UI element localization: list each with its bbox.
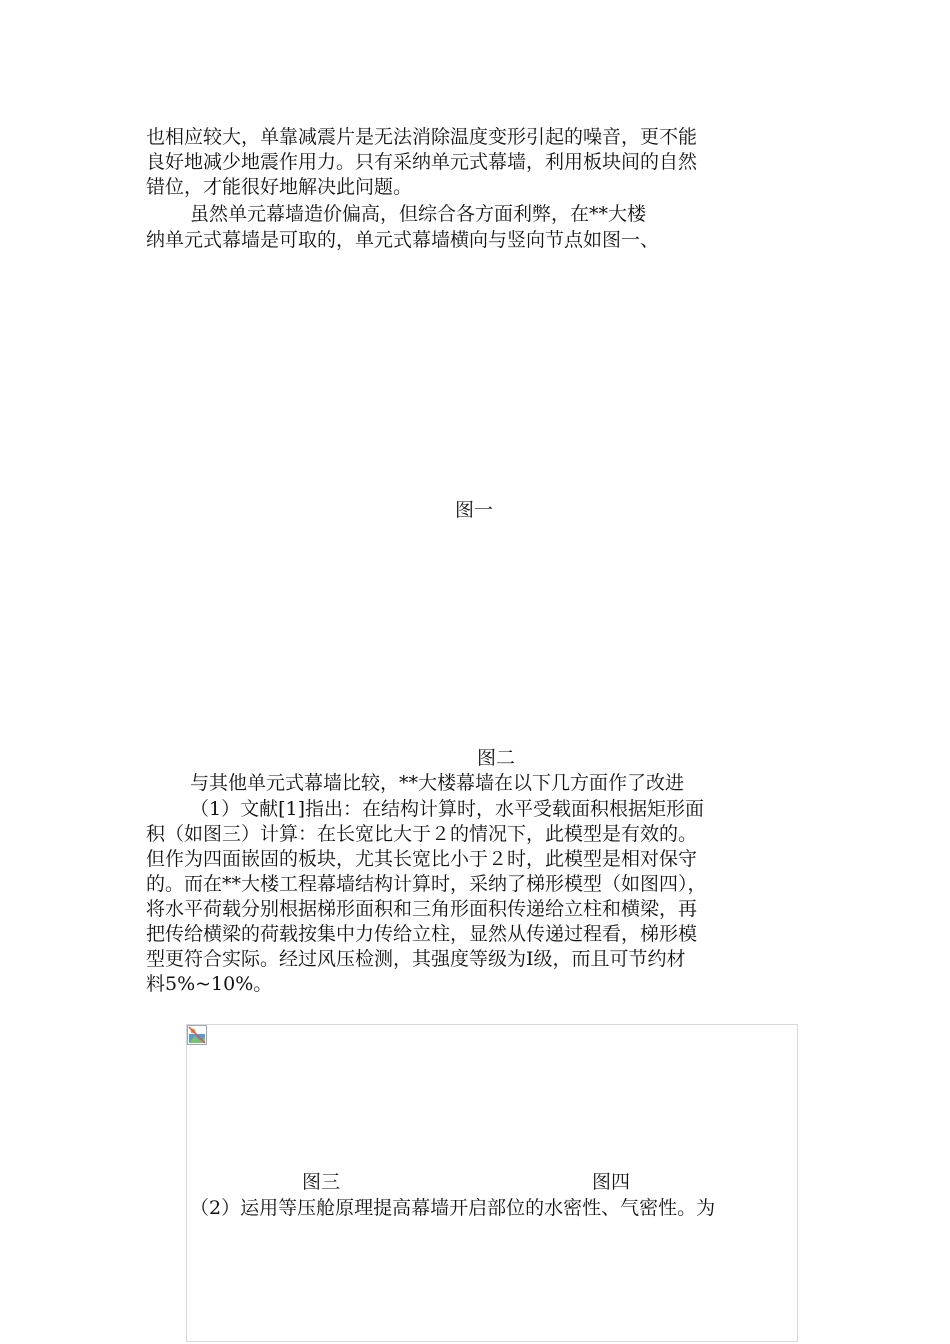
body-text-line: 料5%~10%。 xyxy=(146,973,273,995)
body-text-line: 纳单元式幕墙是可取的，单元式幕墙横向与竖向节点如图一、 xyxy=(146,229,660,251)
figure-caption-1: 图一 xyxy=(455,499,494,521)
body-text-line: 虽然单元幕墙造价偏高，但综合各方面利弊，在**大楼 xyxy=(190,203,647,225)
figure-caption-2: 图二 xyxy=(477,747,516,769)
body-text-line: 良好地减少地震作用力。只有采纳单元式幕墙，利用板块间的自然 xyxy=(146,151,698,173)
body-text-line: 也相应较大，单靠减震片是无法消除温度变形引起的噪音，更不能 xyxy=(146,126,698,148)
image-placeholder xyxy=(186,1024,798,1342)
body-text-line: （2）运用等压舱原理提高幕墙开启部位的水密性、气密性。为 xyxy=(190,1197,716,1219)
broken-image-icon xyxy=(187,1025,207,1045)
figure-caption-3: 图三 xyxy=(302,1171,341,1193)
figure-caption-4: 图四 xyxy=(592,1171,631,1193)
body-text-line: 型更符合实际。经过风压检测，其强度等级为Ⅰ级，而且可节约材 xyxy=(146,948,686,970)
body-text-line: 积（如图三）计算：在长宽比大于２的情况下，此模型是有效的。 xyxy=(146,823,698,845)
body-text-line: 与其他单元式幕墙比较，**大楼幕墙在以下几方面作了改进 xyxy=(190,772,685,794)
body-text-line: 的。而在**大楼工程幕墙结构计算时，采纳了梯形模型（如图四）， xyxy=(146,873,707,895)
body-text-line: 错位，才能很好地解决此问题。 xyxy=(146,176,413,198)
body-text-line: 把传给横梁的荷载按集中力传给立柱，显然从传递过程看，梯形模 xyxy=(146,923,698,945)
body-text-line: （1）文献[1]指出：在结构计算时，水平受载面积根据矩形面 xyxy=(190,798,705,820)
body-text-line: 将水平荷载分别根据梯形面积和三角形面积传递给立柱和横梁，再 xyxy=(146,898,698,920)
body-text-line: 但作为四面嵌固的板块，尤其长宽比小于２时，此模型是相对保守 xyxy=(146,848,698,870)
